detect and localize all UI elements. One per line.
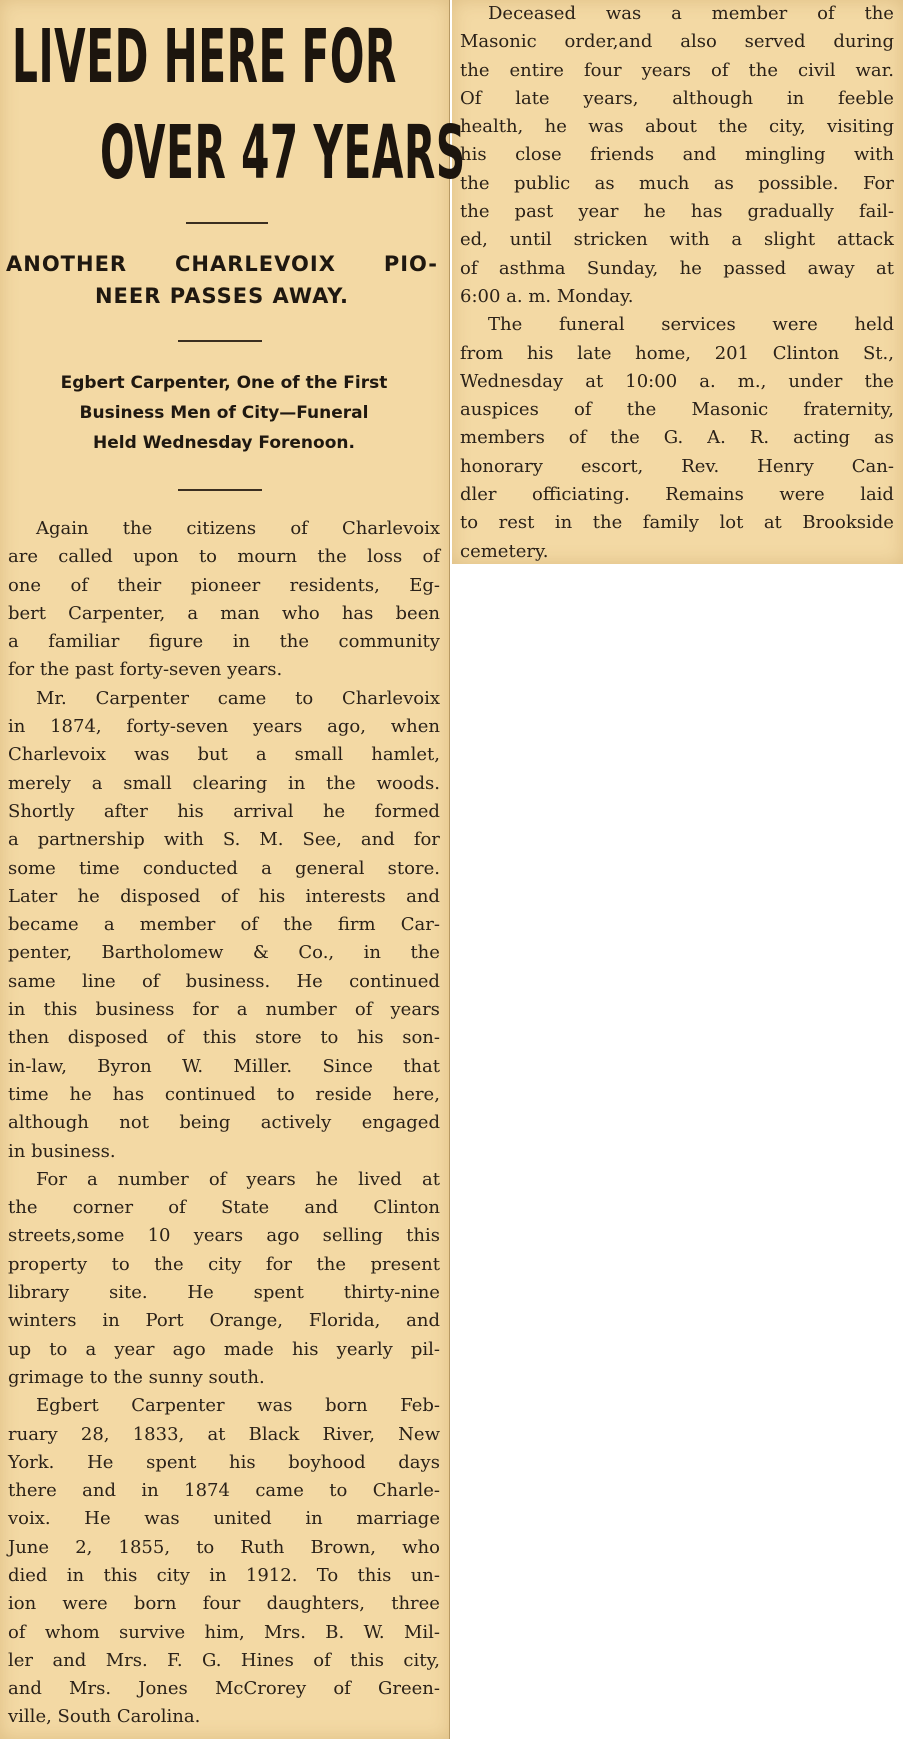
divider-rule-1 — [186, 222, 268, 224]
text-line: ville, South Carolina. — [8, 1706, 201, 1728]
text-line: Masonic order,and also served during — [460, 31, 894, 53]
text-line: some time conducted a general store. — [8, 857, 440, 879]
text-line: became a member of the firm Car- — [8, 914, 440, 936]
deck-word-3: PIO- — [383, 252, 438, 276]
text-line: cemetery. — [460, 540, 549, 562]
text-line: Mr. Carpenter came to Charlevoix — [36, 687, 440, 709]
text-line: grimage to the sunny south. — [8, 1366, 265, 1388]
text-line: same line of business. He continued — [8, 970, 440, 992]
text-line: library site. He spent thirty-nine — [8, 1282, 440, 1304]
text-line: in 1874, forty-seven years ago, when — [8, 716, 440, 738]
text-line: the public as much as possible. For — [460, 172, 894, 194]
text-line: from his late home, 201 Clinton St., — [460, 342, 894, 364]
text-line: Wednesday at 10:00 a. m., under the — [460, 370, 894, 392]
text-line: there and in 1874 came to Charle- — [8, 1480, 440, 1502]
text-line: health, he was about the city, visiting — [460, 116, 894, 138]
text-line: for the past forty-seven years. — [8, 659, 283, 681]
headline-line-1: LIVED HERE FOR — [12, 14, 397, 100]
text-line: Deceased was a member of the — [488, 3, 894, 24]
text-line: streets,some 10 years ago selling this — [8, 1225, 440, 1247]
text-line: Egbert Carpenter was born Feb- — [36, 1395, 440, 1417]
text-line: York. He spent his boyhood days — [8, 1451, 440, 1473]
text-line: voix. He was united in marriage — [8, 1508, 440, 1530]
text-line: Charlevoix was but a small hamlet, — [8, 744, 440, 766]
text-line: died in this city in 1912. To this un- — [8, 1564, 440, 1586]
subdeck-line-3: Held Wednesday Forenoon. — [93, 433, 355, 453]
subdeck-heading — [6, 368, 442, 458]
text-line: merely a small clearing in the woods. — [8, 772, 440, 794]
text-line: Again the citizens of Charlevoix — [36, 518, 440, 539]
text-line: auspices of the Masonic fraternity, — [460, 399, 894, 421]
right-column-body — [460, 0, 894, 566]
text-line: For a number of years he lived at — [36, 1168, 440, 1190]
text-line: Of late years, although in feeble — [460, 87, 894, 109]
text-line: in business. — [8, 1140, 116, 1162]
text-line: Shortly after his arrival he formed — [8, 800, 440, 822]
text-line: up to a year ago made his yearly pil- — [8, 1338, 440, 1360]
left-column-body — [8, 515, 440, 1732]
text-line: ed, until stricken with a slight attack — [460, 229, 894, 251]
text-line: a familiar figure in the community — [8, 631, 440, 653]
deck-word-1: ANOTHER — [6, 252, 128, 276]
text-line: although not being actively engaged — [8, 1112, 440, 1134]
text-line: dler officiating. Remains were laid — [460, 484, 894, 506]
text-line: June 2, 1855, to Ruth Brown, who — [8, 1536, 440, 1558]
text-line: The funeral services were held — [488, 314, 894, 336]
subdeck-line-2: Business Men of City—Funeral — [79, 403, 369, 423]
text-line: property to the city for the present — [8, 1253, 440, 1275]
text-line: in this business for a number of years — [8, 999, 440, 1021]
text-line: Later he disposed of his interests and — [8, 885, 440, 907]
text-line: the corner of State and Clinton — [8, 1197, 440, 1219]
text-line: and Mrs. Jones McCrorey of Green- — [8, 1678, 440, 1700]
subdeck-line-1: Egbert Carpenter, One of the First — [60, 373, 388, 393]
column-divider — [449, 0, 450, 1739]
text-line: bert Carpenter, a man who has been — [8, 602, 440, 624]
text-line: of whom survive him, Mrs. B. W. Mil- — [8, 1621, 440, 1643]
divider-rule-3 — [178, 489, 262, 491]
text-line: members of the G. A. R. acting as — [460, 427, 894, 449]
text-line: ion were born four daughters, three — [8, 1593, 440, 1615]
text-line: of asthma Sunday, he passed away at — [460, 257, 894, 279]
text-line: to rest in the family lot at Brookside — [460, 512, 894, 534]
text-line: the past year he has gradually fail- — [460, 201, 894, 223]
text-line: a partnership with S. M. See, and for — [8, 829, 440, 851]
text-line: then disposed of this store to his son- — [8, 1027, 440, 1049]
text-line: time he has continued to reside here, — [8, 1083, 440, 1105]
text-line: the entire four years of the civil war. — [460, 59, 894, 81]
text-line: are called upon to mourn the loss of — [8, 546, 440, 568]
text-line: winters in Port Orange, Florida, and — [8, 1310, 440, 1332]
text-line: his close friends and mingling with — [460, 144, 894, 166]
text-line: 6:00 a. m. Monday. — [460, 285, 634, 307]
text-line: in-law, Byron W. Miller. Since that — [8, 1055, 440, 1077]
deck-heading — [6, 248, 438, 312]
divider-rule-2 — [178, 340, 262, 342]
text-line: penter, Bartholomew & Co., in the — [8, 942, 440, 964]
text-line: ler and Mrs. F. G. Hines of this city, — [8, 1649, 440, 1671]
deck-line-2: NEER PASSES AWAY. — [94, 284, 350, 308]
text-line: honorary escort, Rev. Henry Can- — [460, 455, 894, 477]
text-line: one of their pioneer residents, Eg- — [8, 574, 440, 596]
headline-line-2: OVER 47 YEARS — [100, 110, 466, 196]
text-line: ruary 28, 1833, at Black River, New — [8, 1423, 440, 1445]
deck-word-2: CHARLEVOIX — [175, 252, 336, 276]
